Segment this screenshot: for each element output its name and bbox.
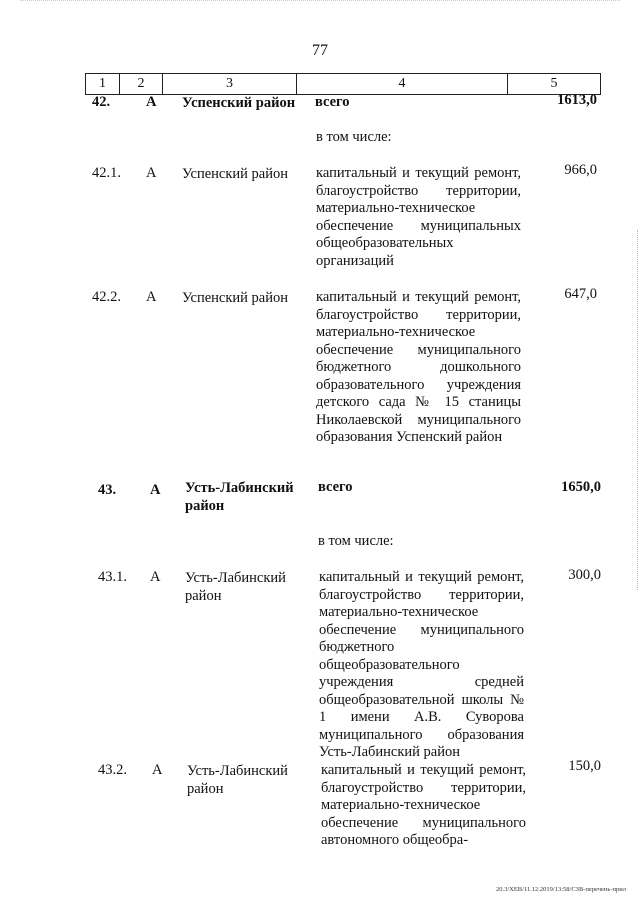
row-district: Усть-Лабинский район <box>185 480 294 514</box>
row-description: всего <box>315 94 350 110</box>
row-value: 966,0 <box>564 162 597 178</box>
row-district: Успенский район <box>182 95 296 111</box>
row-description: капитальный и текущий ремонт, благоустройство территории, материально-техническое обеспечение муниципального бюджетного дошкольного образовательного учреждения детского сада № 15 станицы Николаевской муниципального образования Успенский район <box>316 289 521 445</box>
row-subheading: в том числе: <box>316 129 392 145</box>
header-col-1: 1 <box>86 74 120 94</box>
scan-artifact-top <box>20 0 620 4</box>
row-district: Усть-Лабинский район <box>187 763 288 797</box>
row-number: 43. <box>98 482 117 498</box>
row-value: 1613,0 <box>557 92 597 108</box>
row-category: А <box>150 482 161 498</box>
row-value: 300,0 <box>568 567 601 583</box>
row-category: А <box>146 94 157 110</box>
row-number: 42.2. <box>92 289 121 305</box>
header-col-5: 5 <box>550 76 558 91</box>
row-district: Успенский район <box>182 290 288 306</box>
row-number: 42.1. <box>92 165 121 181</box>
header-col-4: 4 <box>297 74 508 94</box>
row-description: капитальный и текущий ремонт, благоустройство территории, материально-техническое обеспечение муниципального автономного общеобра- <box>321 762 526 848</box>
page-number: 77 <box>312 42 328 59</box>
scan-artifact-right <box>635 230 638 590</box>
row-subheading: в том числе: <box>318 533 394 549</box>
row-value: 647,0 <box>564 286 597 302</box>
row-category: А <box>152 762 163 778</box>
row-category: А <box>146 165 157 181</box>
row-district: Усть-Лабинский район <box>185 570 286 604</box>
header-col-2: 2 <box>120 74 163 94</box>
row-category: А <box>150 569 161 585</box>
row-value: 150,0 <box>568 758 601 774</box>
header-col-3: 3 <box>163 74 297 94</box>
row-category: А <box>146 289 157 305</box>
row-value: 1650,0 <box>561 479 601 495</box>
row-district: Успенский район <box>182 166 288 182</box>
row-description: капитальный и текущий ремонт, благоустройство территории, материально-техническое обеспечение муниципальных общеобразовательных организаций <box>316 165 521 269</box>
row-number: 43.1. <box>98 569 127 585</box>
row-number: 42. <box>92 94 111 110</box>
document-footer: 20.3/ХЕВ/11.12.2019/13:58/СЗВ-перечень-прил <box>495 886 626 893</box>
row-description: капитальный и текущий ремонт, благоустройство территории, материально-техническое обеспечение муниципального бюджетного общеобразовательного учреждения средней общеобразовательной школы № 1 имени А.В. Суворова муниципального образования Усть-Лабинский район <box>319 569 524 760</box>
row-number: 43.2. <box>98 762 127 778</box>
row-description: всего <box>318 479 353 495</box>
